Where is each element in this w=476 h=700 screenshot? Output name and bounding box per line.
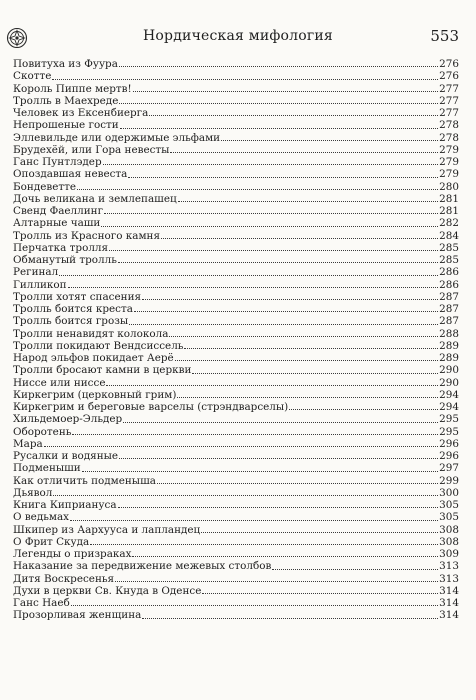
toc-entry-page: 279 [439,156,459,168]
toc-entry-page: 286 [439,266,459,279]
dot-leader [90,544,438,545]
toc-entry-title: Ниссе или ниссе [13,376,106,389]
toc-entry [13,450,459,462]
toc-entry-page: 297 [439,462,459,475]
dot-leader [59,275,438,276]
toc-entry-title: Брудехёй, или Гора невесты [13,143,170,156]
toc-entry [13,585,459,597]
toc-entry [13,95,459,107]
dot-leader [120,128,438,129]
toc-entry [13,609,459,621]
toc-entry-title: Мара [13,437,43,450]
dot-leader [118,262,438,263]
toc-entry-title: Свенд Фаеллинг [13,205,104,217]
toc-entry-page: 287 [439,303,459,315]
toc-entry-title: Обманутый тролль [13,254,117,266]
toc-entry [13,266,459,278]
toc-entry-page: 314 [439,597,459,609]
toc-entry-title: Регинал [13,266,59,279]
toc-entry-title: Тролли ненавидят колокола [13,327,169,340]
toc-entry-page: 279 [439,143,459,156]
dot-leader [70,520,438,521]
toc-entry-title: Тролли бросают камни в церкви [13,364,192,377]
toc-entry-title: Как отличить подменыша [13,474,156,487]
toc-entry-page: 277 [439,94,459,107]
dot-leader [128,177,438,178]
toc-entry-title: Алтарные чаши [13,217,101,230]
toc-entry-page: 285 [439,241,459,254]
toc-entry-page: 281 [439,205,459,217]
dot-leader [82,471,438,472]
toc-entry-page: 278 [439,119,459,132]
toc-entry-page: 290 [439,376,459,389]
toc-entry [13,573,459,585]
toc-entry-title: Хильдемоер-Эльдер [13,413,123,426]
toc-entry-page: 277 [439,107,459,119]
dot-leader [134,311,438,312]
dot-leader [53,495,438,496]
toc-entry-page: 285 [439,254,459,266]
toc-entry-page: 300 [439,486,459,499]
dot-leader [221,140,438,141]
toc-entry [13,119,459,131]
toc-entry [13,254,459,266]
toc-entry-title: Духи в церкви Св. Кнуда в Оденсе [13,584,202,597]
toc-entry [13,401,459,413]
toc-entry [13,389,459,401]
toc-entry [13,438,459,450]
dot-leader [106,385,438,386]
toc-entry-title: Перчатка тролля [13,241,109,254]
toc-entry-title: Тролль в Маехреде [13,94,119,107]
toc-entry-page: 289 [439,339,459,352]
toc-entry-title: Киркегрим (церковный грим) [13,388,177,401]
dot-leader [142,299,438,300]
toc-entry-page: 296 [439,437,459,450]
dot-leader [157,483,438,484]
toc-entry-page: 305 [439,511,459,524]
toc-entry-page: 287 [439,315,459,328]
toc-entry-title: Наказание за передвижение межевых столбов [13,560,272,573]
dot-leader [104,213,438,214]
toc-entry [13,364,459,376]
toc-entry-title: Шкипер из Аархууса и лапландец [13,523,201,536]
dot-leader [170,152,438,153]
toc-entry-title: Повитуха из Фуура [13,58,118,70]
toc-entry-title: Гилликоп [13,278,67,291]
toc-entry [13,499,459,511]
toc-entry-title: Тролли хотят спасения [13,290,142,303]
toc-entry-page: 280 [439,180,459,193]
dot-leader [289,409,438,410]
toc-entry [13,205,459,217]
toc-entry-page: 299 [439,474,459,487]
toc-entry-title: Подменыши [13,462,81,475]
dot-leader [77,189,438,190]
toc-entry [13,193,459,205]
toc-entry [13,560,459,572]
toc-entry-page: 294 [439,388,459,401]
toc-entry [13,303,459,315]
toc-entry-title: Тролль из Красного камня [13,229,161,242]
toc-entry [13,340,459,352]
toc-entry-title: Легенды о призраках [13,548,132,560]
dot-leader [192,373,438,374]
dot-leader [129,324,438,325]
toc-entry-page: 313 [439,572,459,585]
toc-entry-page: 278 [439,131,459,144]
toc-entry-page: 287 [439,290,459,303]
toc-entry-title: Дочь великана и землепашец [13,192,177,205]
toc-entry-page: 281 [439,192,459,205]
toc-entry [13,230,459,242]
dot-leader [52,79,438,80]
dot-leader [161,238,438,239]
toc-entry-page: 279 [439,168,459,181]
dot-leader [177,397,438,398]
dot-leader [201,532,438,533]
toc-entry [13,413,459,425]
toc-entry-title: Скотте [13,70,52,83]
toc-entry [13,426,459,438]
page-header [0,0,476,52]
toc-entry-page: 276 [439,58,459,70]
toc-entry [13,597,459,609]
toc-entry-page: 282 [439,217,459,230]
toc-entry-title: Оборотень [13,425,72,438]
toc-entry-title: Человек из Ексенбиерга [13,107,149,119]
toc-entry-page: 290 [439,364,459,377]
table-of-contents [13,58,459,622]
toc-entry-page: 308 [439,535,459,548]
toc-entry-page: 288 [439,327,459,340]
dot-leader [272,569,438,570]
toc-entry [13,107,459,119]
toc-entry-page: 277 [439,82,459,95]
toc-entry [13,548,459,560]
toc-entry-title: Эллевильде или одержимые эльфами [13,131,221,144]
running-title: Нордическая мифология [143,28,333,44]
dot-leader [132,556,438,557]
toc-entry-page: 314 [439,609,459,622]
toc-entry-title: Непрошеные гости [13,119,119,132]
dot-leader [103,164,439,165]
toc-entry-title: Книга Киприануса [13,499,117,511]
toc-entry-page: 313 [439,560,459,573]
dot-leader [115,581,438,582]
dot-leader [101,226,438,227]
toc-entry [13,511,459,523]
dot-leader [44,446,438,447]
toc-entry-page: 295 [439,413,459,426]
toc-entry-page: 296 [439,450,459,462]
dot-leader [202,593,438,594]
toc-entry-title: Русалки и водяные [13,450,119,462]
toc-entry-title: Тролль боится креста [13,303,133,315]
toc-entry [13,144,459,156]
toc-entry [13,58,459,70]
toc-entry [13,536,459,548]
toc-entry [13,70,459,82]
toc-entry [13,487,459,499]
dot-leader [72,434,438,435]
toc-entry [13,181,459,193]
toc-entry [13,168,459,180]
toc-entry [13,524,459,536]
dot-leader [119,103,438,104]
toc-entry [13,156,459,168]
toc-entry-page: 295 [439,425,459,438]
toc-entry [13,352,459,364]
dot-leader [142,618,438,619]
toc-entry-title: О ведьмах [13,511,70,524]
dot-leader [178,201,438,202]
toc-entry-page: 314 [439,584,459,597]
toc-entry [13,83,459,95]
dot-leader [71,605,438,606]
toc-entry-title: Бондеветте [13,180,77,193]
toc-entry-page: 286 [439,278,459,291]
toc-entry-page: 305 [439,499,459,511]
toc-entry [13,217,459,229]
toc-entry-title: Народ эльфов покидает Аерё [13,352,174,364]
toc-entry-title: Тролли покидают Вендсиссель [13,339,184,352]
toc-entry-title: Дьявол [13,486,53,499]
page-number: 553 [430,27,459,45]
dot-leader [118,507,439,508]
toc-entry [13,462,459,474]
toc-entry-page: 308 [439,523,459,536]
dot-leader [149,115,438,116]
toc-entry [13,242,459,254]
toc-entry [13,132,459,144]
toc-entry-title: Дитя Воскресенья [13,572,115,585]
toc-entry-title: Тролль боится грозы [13,315,129,328]
dot-leader [119,458,438,459]
toc-entry-page: 309 [439,548,459,560]
toc-entry [13,328,459,340]
toc-entry-title: Киркегрим и береговые варселы (стрэндварселы) [13,401,289,413]
toc-entry-title: Король Пиппе мертв! [13,82,132,95]
dot-leader [169,336,438,337]
toc-entry-page: 276 [439,70,459,83]
toc-entry-page: 284 [439,229,459,242]
dot-leader [184,348,438,349]
dot-leader [175,360,438,361]
toc-entry-title: Ганс Наеб [13,597,70,609]
toc-entry [13,315,459,327]
toc-entry [13,377,459,389]
dot-leader [123,422,438,423]
toc-entry-title: Опоздавшая невеста [13,168,128,181]
dot-leader [109,250,438,251]
toc-entry [13,279,459,291]
toc-entry-title: О Фрит Скуда [13,535,90,548]
toc-entry-page: 294 [439,401,459,413]
toc-entry [13,475,459,487]
toc-entry-page: 289 [439,352,459,364]
toc-entry-title: Ганс Пунтлэдер [13,156,102,168]
toc-entry [13,291,459,303]
dot-leader [68,287,439,288]
toc-entry-title: Прозорливая женщина [13,609,142,622]
dot-leader [133,91,438,92]
dot-leader [119,66,438,67]
